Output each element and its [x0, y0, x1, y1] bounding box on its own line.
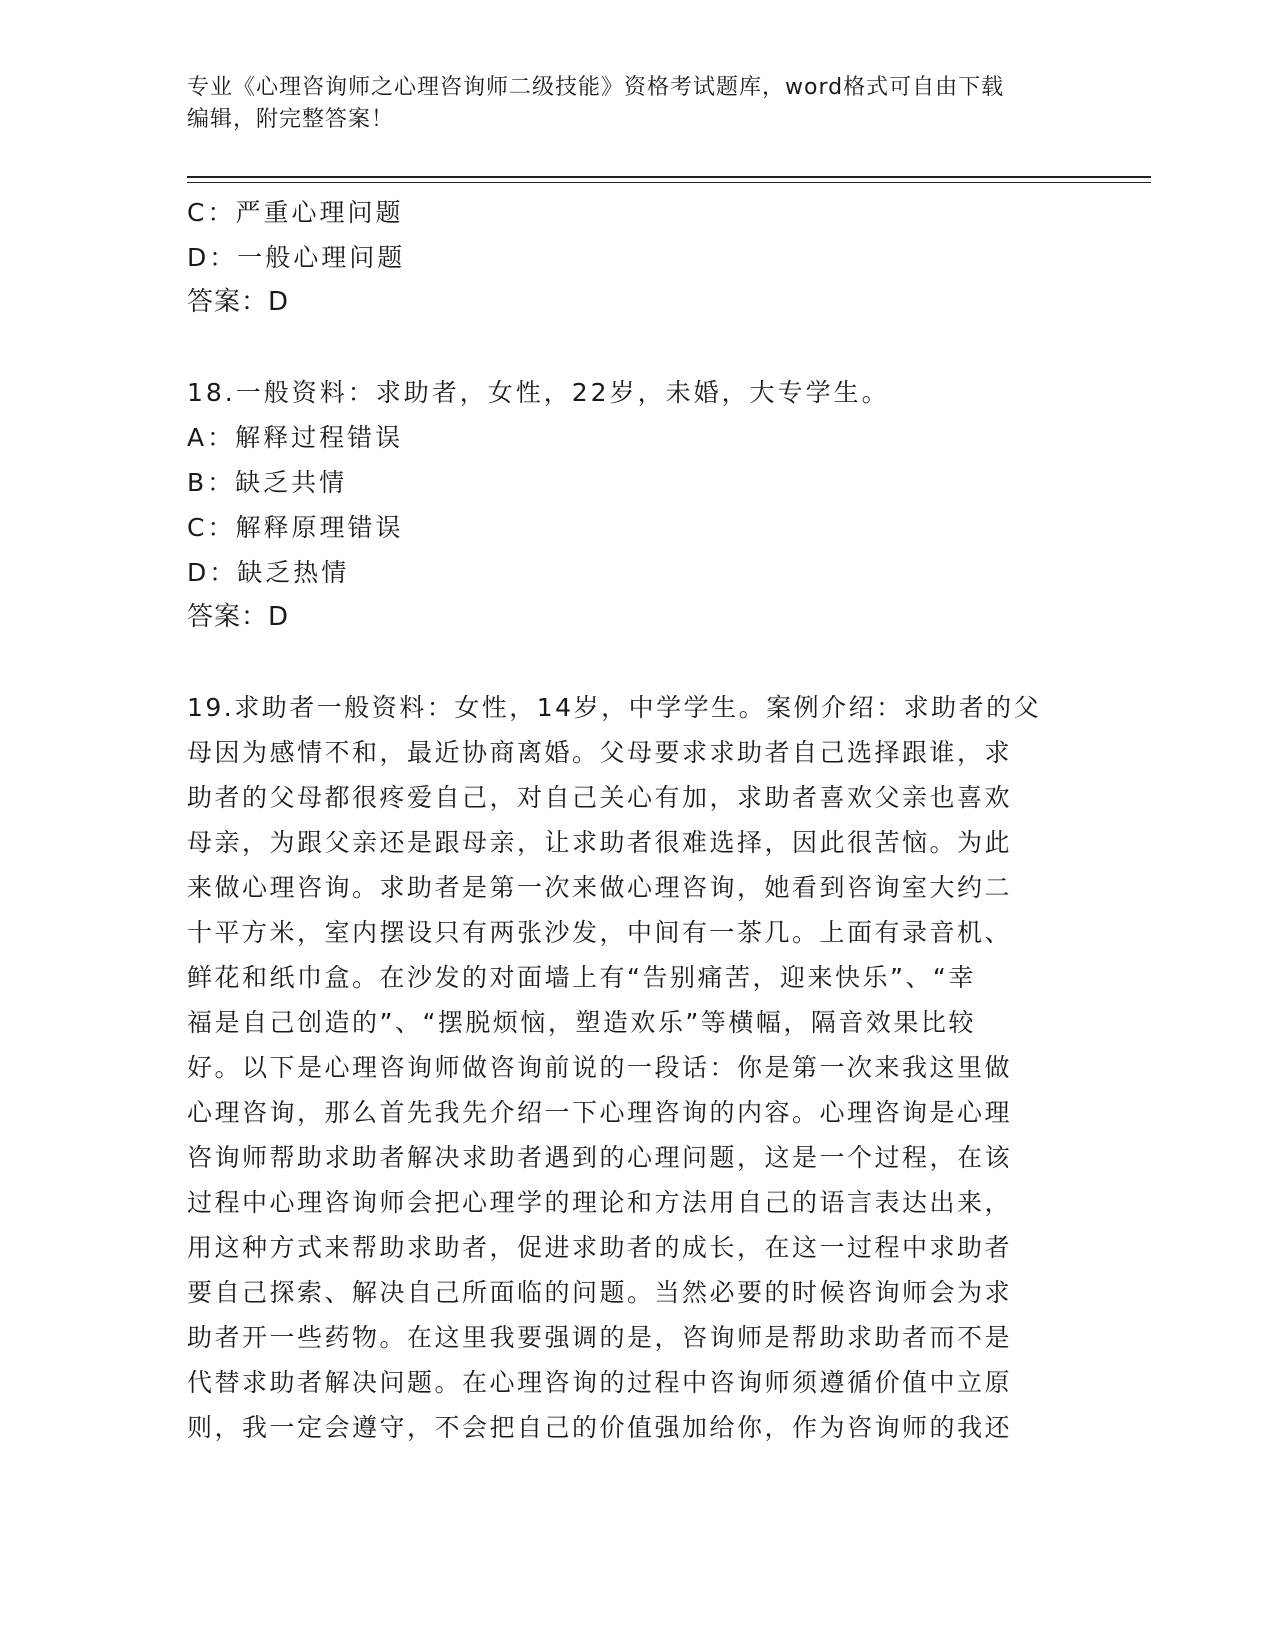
question-stem: 18.一般资料：求助者，女性，22岁，未婚，大专学生。 [187, 378, 890, 407]
spacer [187, 640, 1067, 685]
question-text-line: 福是自己创造的”、“摆脱烦恼，塑造欢乐”等横幅，隔音效果比较 [187, 1008, 976, 1037]
question-text-line: 则，我一定会遵守，不会把自己的价值强加给你，作为咨询师的我还 [187, 1413, 1013, 1442]
option-c: C：严重心理问题 [187, 198, 404, 227]
question-19 [187, 685, 1075, 1450]
option-d: D：一般心理问题 [187, 243, 406, 272]
question-text-line: 要自己探索、解决自己所面临的问题。当然必要的时候咨询师会为求 [187, 1278, 1013, 1307]
question-text-line: 母亲，为跟父亲还是跟母亲，让求助者很难选择，因此很苦恼。为此 [187, 828, 1013, 857]
question-text-line: 咨询师帮助求助者解决求助者遇到的心理问题，这是一个过程，在该 [187, 1143, 1013, 1172]
option-b: B：缺乏共情 [187, 468, 348, 497]
document-body [187, 190, 1067, 1450]
question-text-line: 来做心理咨询。求助者是第一次来做心理咨询，她看到咨询室大约二 [187, 873, 1013, 902]
question-text-line: 助者的父母都很疼爱自己，对自己关心有加，求助者喜欢父亲也喜欢 [187, 783, 1013, 812]
document-header [187, 72, 1067, 136]
question-18 [187, 370, 1067, 640]
question-text-line: 助者开一些药物。在这里我要强调的是，咨询师是帮助求助者而不是 [187, 1323, 1013, 1352]
header-title-line-1: 专业《心理咨询师之心理咨询师二级技能》资格考试题库，word格式可自由下载 [187, 75, 1005, 100]
spacer [187, 325, 1067, 370]
question-text-line: 代替求助者解决问题。在心理咨询的过程中咨询师须遵循价值中立原 [187, 1368, 1013, 1397]
question-text-line: 鲜花和纸巾盒。在沙发的对面墙上有“告别痛苦，迎来快乐”、“幸 [187, 963, 976, 992]
question-text-line: 过程中心理咨询师会把心理学的理论和方法用自己的语言表达出来， [187, 1188, 1013, 1217]
question-text-line: 用这种方式来帮助求助者，促进求助者的成长，在这一过程中求助者 [187, 1233, 1013, 1262]
question-17-tail [187, 190, 1067, 325]
question-text-line: 母因为感情不和，最近协商离婚。父母要求求助者自己选择跟谁，求 [187, 738, 1013, 767]
question-text-line: 19.求助者一般资料：女性，14岁，中学学生。案例介绍：求助者的父 [187, 693, 1042, 722]
header-title-line-2: 编辑，附完整答案！ [187, 107, 395, 132]
answer-line: 答案：D [187, 287, 290, 317]
question-text-line: 十平方米，室内摆设只有两张沙发，中间有一茶几。上面有录音机、 [187, 918, 1013, 947]
question-text-line: 心理咨询，那么首先我先介绍一下心理咨询的内容。心理咨询是心理 [187, 1098, 1013, 1127]
header-divider-thick [187, 176, 1151, 178]
option-c: C：解释原理错误 [187, 513, 404, 542]
question-text-line: 好。以下是心理咨询师做咨询前说的一段话：你是第一次来我这里做 [187, 1053, 1013, 1082]
option-a: A：解释过程错误 [187, 423, 404, 452]
header-divider-thin [187, 182, 1151, 183]
option-d: D：缺乏热情 [187, 558, 350, 587]
answer-line: 答案：D [187, 602, 290, 632]
